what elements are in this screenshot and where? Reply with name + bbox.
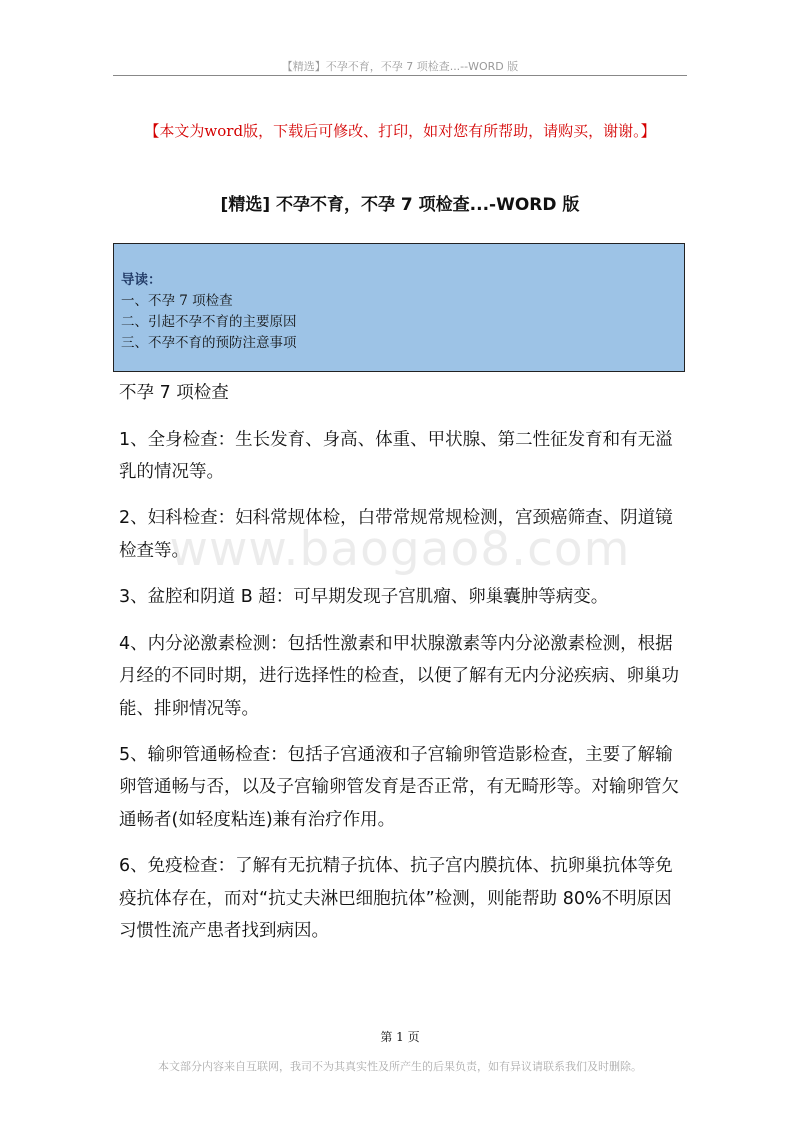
section-heading: 不孕 7 项检查 xyxy=(119,383,229,403)
body-paragraph: 4、内分泌激素检测：包括性激素和甲状腺激素等内分泌激素检测，根据月经的不同时期，进行选择性的检查，以便了解有无内分泌疾病、卵巢功能、排卵情况等。 xyxy=(119,633,679,719)
body-paragraph: 2、妇科检查：妇科常规体检，白带常规常规检测，宫颈癌筛查、阴道镜检查等。 xyxy=(119,508,673,561)
guide-item: 一、不孕 7 项检查 xyxy=(121,293,233,309)
body-paragraph: 1、全身检查：生长发育、身高、体重、甲状腺、第二性征发育和有无溢乳的情况等。 xyxy=(119,429,673,482)
guide-box xyxy=(113,243,685,372)
running-header: 【精选】不孕不育，不孕 7 项检查...--WORD 版 xyxy=(281,60,519,73)
body-paragraph: 5、输卵管通畅检查：包括子宫通液和子宫输卵管造影检查，主要了解输卵管通畅与否，以及子宫输卵管发育是否正常，有无畸形等。对输卵管欠通畅者(如轻度粘连)兼有治疗作用。 xyxy=(119,745,679,830)
guide-heading: 导读： xyxy=(121,272,162,288)
page-number: 第 1 页 xyxy=(380,1030,420,1044)
guide-item: 三、不孕不育的预防注意事项 xyxy=(121,335,297,351)
document-body xyxy=(119,377,689,962)
guide-item: 二、引起不孕不育的主要原因 xyxy=(121,314,297,330)
body-paragraph: 3、盆腔和阴道 B 超：可早期发现子宫肌瘤、卵巢囊肿等病变。 xyxy=(119,587,609,608)
footer-disclaimer: 本文部分内容来自互联网，我司不为其真实性及所产生的后果负责，如有异议请联系我们及时删除。 xyxy=(158,1060,642,1073)
header-divider xyxy=(113,75,687,76)
body-paragraph: 6、免疫检查：了解有无抗精子抗体、抗子宫内膜抗体、抗卵巢抗体等免疫抗体存在，而对“抗丈夫淋巴细胞抗体”检测，则能帮助 80%不明原因习惯性流产患者找到病因。 xyxy=(119,856,673,941)
purchase-notice: 【本文为word版，下载后可修改、打印，如对您有所帮助，请购买，谢谢。】 xyxy=(144,122,656,140)
document-title: [精选] 不孕不育，不孕 7 项检查...-WORD 版 xyxy=(220,195,580,215)
watermark: www.baogao8.com xyxy=(169,522,631,577)
